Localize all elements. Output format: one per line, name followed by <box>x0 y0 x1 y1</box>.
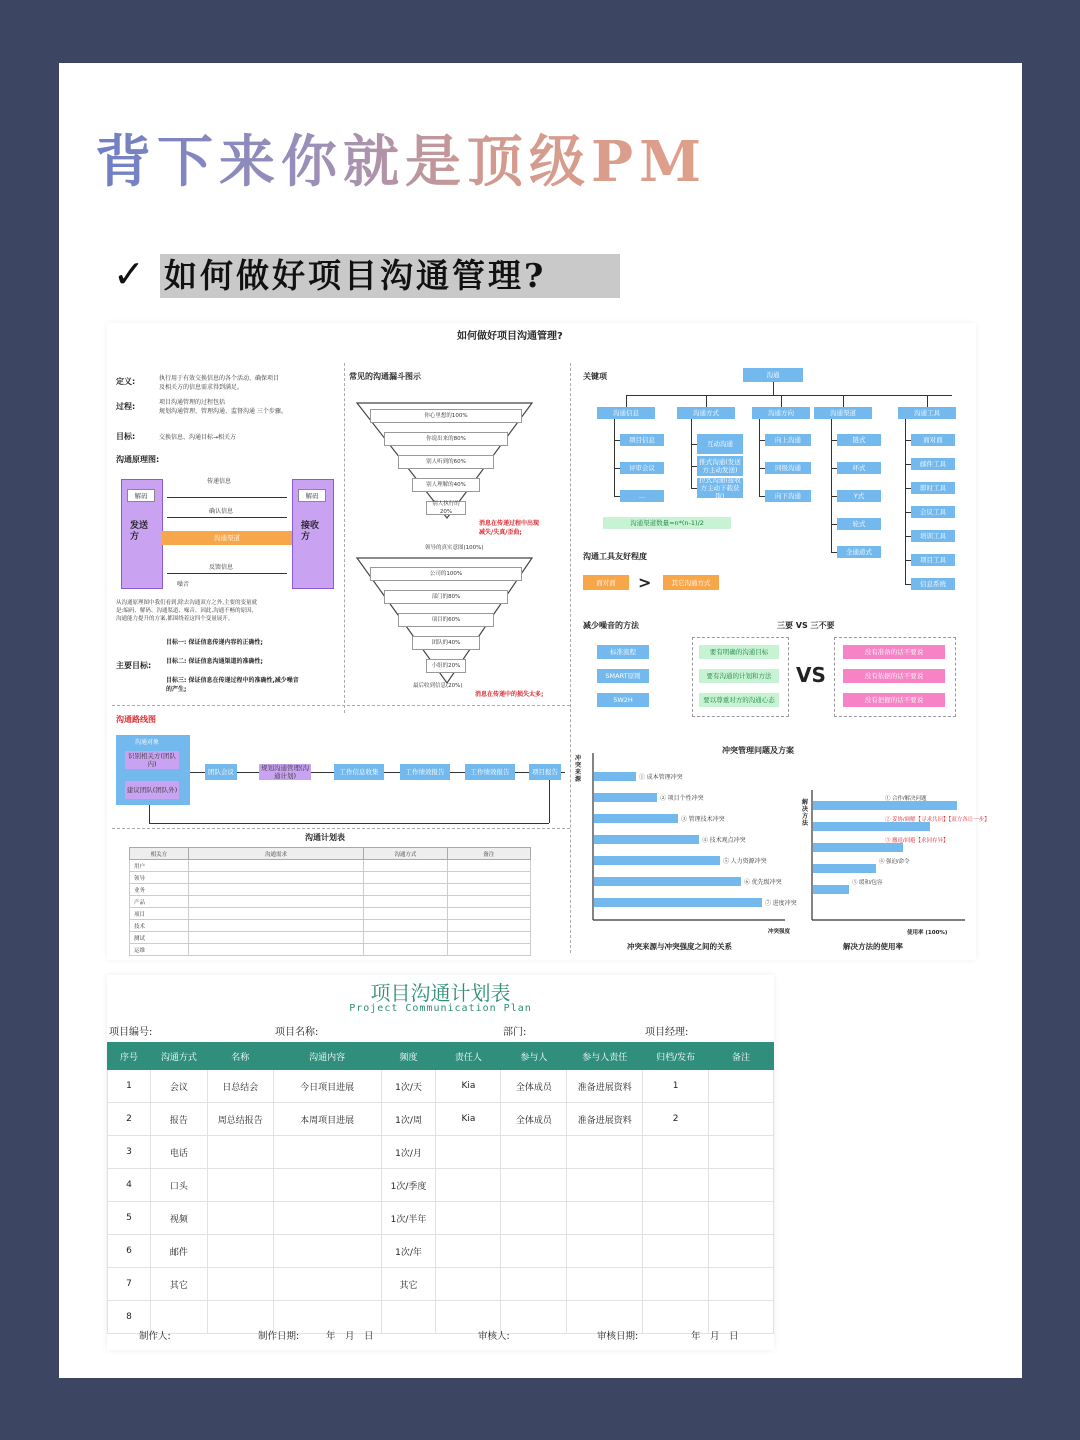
mini-plan-cell <box>364 872 447 884</box>
key-connector <box>626 395 627 407</box>
funnel-note-top: 消息在传递过程中出现 <box>479 520 540 527</box>
table-cell: 准备进展资料 <box>567 1070 643 1103</box>
mini-plan-header: 备注 <box>447 848 530 860</box>
info-item: ... <box>620 490 664 502</box>
mini-plan-cell <box>188 884 363 896</box>
table-cell: 口头 <box>150 1169 207 1202</box>
channel-item: 链式 <box>837 434 881 446</box>
main-goal-3b: 的产生; <box>166 686 187 693</box>
table-cell <box>501 1268 567 1301</box>
table-cell <box>709 1103 774 1136</box>
table-row <box>108 1202 774 1235</box>
conflict-sub2: 解决方法的使用率 <box>843 942 903 951</box>
table-cell: 会议 <box>150 1070 207 1103</box>
question-text: 如何做好项目沟通管理? <box>164 256 547 295</box>
mini-plan-row <box>130 896 531 908</box>
mini-plan-header: 沟通方式 <box>364 848 447 860</box>
route-step: 团队会议 <box>205 764 237 780</box>
plan-label: 沟通计划表 <box>305 833 345 842</box>
table-cell <box>207 1268 273 1301</box>
table-cell: 视频 <box>150 1202 207 1235</box>
table-cell: 其它 <box>381 1268 436 1301</box>
table-cell <box>709 1169 774 1202</box>
table-cell <box>709 1136 774 1169</box>
table-cell <box>501 1169 567 1202</box>
confirm-label: 确认信息 <box>209 508 234 515</box>
solution-bar-label: ⑤ 缓和/包容 <box>852 880 883 886</box>
conflict-bar-label: ⑦ 进度冲突 <box>765 901 797 907</box>
table-cell <box>436 1268 501 1301</box>
channel-item: Y式 <box>837 490 881 502</box>
goal-text: 交换信息、沟通目标→相关方 <box>159 434 237 441</box>
key-category: 沟通信息 <box>597 407 655 419</box>
table-cell <box>436 1136 501 1169</box>
noise-item: 5W2H <box>597 693 649 707</box>
table-cell <box>709 1202 774 1235</box>
model-desc-2: 是:编码、解码、沟通渠道、噪音。因此,沟通不畅的原因, <box>116 608 254 614</box>
key-label: 关键项 <box>583 372 607 381</box>
feedback-label: 反馈信息 <box>209 564 234 571</box>
meta-project-no: 项目编号: <box>109 1027 153 1038</box>
table-row <box>108 1268 774 1301</box>
table-row <box>108 1301 774 1334</box>
plan-column-header: 序号 <box>108 1043 151 1070</box>
table-cell <box>436 1235 501 1268</box>
table-cell <box>273 1169 381 1202</box>
sender-label: 发送方 <box>130 521 149 542</box>
conflict-bar-label: ① 成本管理冲突 <box>639 775 683 781</box>
mini-plan-cell <box>364 944 447 956</box>
table-cell <box>643 1235 709 1268</box>
funnel-label: 常见的沟通漏斗图示 <box>349 372 421 381</box>
dont-item: 没有把握的话不要说 <box>843 693 945 707</box>
table-row <box>108 1169 774 1202</box>
table-cell: 今日项目进展 <box>273 1070 381 1103</box>
meta-dept: 部门: <box>503 1027 527 1038</box>
mini-plan-cell <box>364 932 447 944</box>
def-text-1: 执行用于有效交换信息的各个活动、确保项目 <box>159 375 280 382</box>
mini-plan-row <box>130 932 531 944</box>
table-cell <box>273 1235 381 1268</box>
plan-column-header: 备注 <box>709 1043 774 1070</box>
direction-item: 向上沟通 <box>765 434 811 446</box>
main-goal-3: 目标三: 保证信息在传递过程中的准确性,减少噪音 <box>166 677 299 684</box>
route-step: 规划沟通管理(沟通计划) <box>260 764 310 780</box>
mini-plan-cell: 用户 <box>130 860 189 872</box>
mini-plan-cell <box>364 896 447 908</box>
headline: 背下来你就是顶级PM <box>95 118 707 198</box>
solution-bar-label: ① 合作/解决问题 <box>885 796 927 802</box>
footer-ymd-2: 年 月 日 <box>691 1331 739 1342</box>
solution-bar <box>813 843 903 852</box>
route-step: 工作绩效报告 <box>465 764 515 780</box>
method-item: 互动沟通 <box>697 434 743 454</box>
def-text-2: 及相关方的信息需求得到满足。 <box>159 384 244 391</box>
noise-label: 噪音 <box>177 581 190 588</box>
noise-item: 标准流程 <box>597 645 649 659</box>
route-step: 工作绩效报告 <box>400 764 450 780</box>
table-cell: 8 <box>108 1301 151 1334</box>
mini-plan-cell <box>188 896 363 908</box>
table-cell <box>273 1202 381 1235</box>
table-cell: 周总结报告 <box>207 1103 273 1136</box>
table-cell: 5 <box>108 1202 151 1235</box>
mini-plan-cell <box>364 908 447 920</box>
model-label: 沟通原理图: <box>116 455 160 464</box>
mini-plan-cell: 产品 <box>130 896 189 908</box>
route-step: 工作信息收集 <box>334 764 384 780</box>
table-cell <box>381 1301 436 1334</box>
mini-plan-cell <box>188 872 363 884</box>
conflict-bar-label: ② 项目个性冲突 <box>660 796 704 802</box>
table-cell <box>567 1268 643 1301</box>
mini-plan-row <box>130 860 531 872</box>
noise-item: SMART原则 <box>597 669 649 683</box>
funnel-bottom-layer: 公司的100% <box>370 567 522 581</box>
table-cell <box>207 1202 273 1235</box>
table-cell: 2 <box>108 1103 151 1136</box>
mini-plan-cell <box>447 872 530 884</box>
infographic-title: 如何做好项目沟通管理? <box>457 331 563 342</box>
mini-plan-cell <box>188 860 363 872</box>
funnel-bottom-layer: 部门的80% <box>384 590 508 604</box>
table-cell: 其它 <box>150 1268 207 1301</box>
table-cell <box>436 1202 501 1235</box>
mini-plan-header: 相关方 <box>130 848 189 860</box>
funnel-top-layer: 别人理解的40% <box>412 478 480 492</box>
table-cell: Kia <box>436 1103 501 1136</box>
mini-plan-cell <box>447 908 530 920</box>
table-cell <box>501 1301 567 1334</box>
conflict-bar <box>594 772 636 781</box>
table-cell: 1次/周 <box>381 1103 436 1136</box>
key-category: 沟通方向 <box>752 407 810 419</box>
key-category: 沟通方式 <box>677 407 735 419</box>
plan-column-header: 名称 <box>207 1043 273 1070</box>
mini-plan-cell <box>188 944 363 956</box>
mini-plan-cell <box>188 920 363 932</box>
conflict-bar <box>594 835 699 844</box>
plan-table <box>107 1042 774 1334</box>
table-cell: 1次/月 <box>381 1136 436 1169</box>
direction-item: 同级沟通 <box>765 462 811 474</box>
key-branch-line <box>831 419 832 552</box>
mini-plan-cell <box>447 944 530 956</box>
table-cell <box>567 1202 643 1235</box>
mini-plan-cell: 技术 <box>130 920 189 932</box>
plan-subtitle: Project Communication Plan <box>349 1003 532 1014</box>
table-cell <box>643 1136 709 1169</box>
key-branch-line <box>691 419 692 488</box>
mini-plan-row <box>130 908 531 920</box>
table-cell: 邮件 <box>150 1235 207 1268</box>
key-branch-line <box>759 419 760 496</box>
main-goal-1: 目标一: 保证信息传递内容的正确性; <box>166 639 263 646</box>
funnel-bottom-layer: 小组的20% <box>426 659 466 673</box>
table-cell <box>501 1202 567 1235</box>
info-item: 评审会议 <box>620 462 664 474</box>
do-item: 要有沟通的计划和方法 <box>699 669 779 683</box>
conflict-xlab2: 使用率 (100%) <box>907 930 948 936</box>
table-cell <box>709 1235 774 1268</box>
solution-bar-label: ④ 强迫/命令 <box>879 859 910 865</box>
table-row <box>108 1136 774 1169</box>
conflict-bar <box>594 877 741 886</box>
table-cell <box>709 1070 774 1103</box>
tool-item: 培训工具 <box>911 530 955 542</box>
key-branch-line <box>614 419 615 496</box>
tool-item: 面对面 <box>911 434 955 446</box>
funnel-bottom-layer: 团队的40% <box>412 636 480 650</box>
dont-item: 没有准备的话不要说 <box>843 645 945 659</box>
funnel-note-bottom: 消息在传递中的损失太多; <box>475 691 544 698</box>
table-cell <box>273 1268 381 1301</box>
table-cell: 6 <box>108 1235 151 1268</box>
mini-plan-cell <box>447 860 530 872</box>
goal-label: 目标: <box>116 432 136 441</box>
model-desc-3: 沟通能力提升的方案,都围绕着这四个变量展开。 <box>116 616 234 622</box>
table-cell: 电话 <box>150 1136 207 1169</box>
table-cell <box>643 1268 709 1301</box>
funnel-bottom-tail: 最后收到信息(20%) <box>413 683 463 689</box>
route-stake-2: 建议团队(团队外) <box>125 781 179 799</box>
solution-bar <box>813 801 957 810</box>
table-cell <box>501 1235 567 1268</box>
table-cell: 1 <box>108 1070 151 1103</box>
mini-plan-row <box>130 884 531 896</box>
vs-label: VS <box>796 663 826 687</box>
mini-plan-head <box>130 848 531 860</box>
meta-manager: 项目经理: <box>645 1027 689 1038</box>
mini-plan-cell <box>447 896 530 908</box>
conflict-bar-label: ④ 技术观点冲突 <box>702 838 746 844</box>
meta-project-name: 项目名称: <box>275 1027 319 1038</box>
mini-plan-cell <box>364 920 447 932</box>
solution-bar-label: ③ 撤退/回避【求同存异】 <box>885 838 949 844</box>
channel-formula: 沟通渠道数量=n*(n-1)/2 <box>603 517 731 529</box>
channel-box: 沟通渠道 <box>162 531 292 545</box>
main-goal-label: 主要目标: <box>116 661 152 670</box>
tool-other: 其它沟通方式 <box>663 575 719 590</box>
mini-plan-cell: 领导 <box>130 872 189 884</box>
tool-face-to-face: 面对面 <box>583 575 629 590</box>
funnel-bottom-head: 领导的真实意图(100%) <box>425 545 484 551</box>
mini-plan-cell <box>447 920 530 932</box>
mini-plan-cell <box>364 884 447 896</box>
send-info-label: 传递信息 <box>207 478 232 485</box>
conflict-bar <box>594 856 720 865</box>
footer-review-date: 审核日期: <box>597 1331 639 1342</box>
key-connector <box>781 395 782 407</box>
conflict-label: 冲突管理问题及方案 <box>722 746 794 755</box>
mini-plan-cell <box>188 932 363 944</box>
table-cell <box>501 1136 567 1169</box>
mini-plan-cell <box>188 908 363 920</box>
footer-reviewer: 审核人: <box>478 1331 510 1342</box>
key-connector <box>843 395 844 407</box>
conflict-bar <box>594 898 762 907</box>
plan-column-header: 责任人 <box>436 1043 501 1070</box>
do-item: 要以尊重对方的沟通心态 <box>699 693 779 707</box>
dont-item: 没有依据的话不要说 <box>843 669 945 683</box>
table-row <box>108 1235 774 1268</box>
mini-plan-cell: 运维 <box>130 944 189 956</box>
table-cell: 1次/季度 <box>381 1169 436 1202</box>
main-goal-2: 目标二: 保证信息沟通渠道的准确性; <box>166 658 263 665</box>
info-item: 项目信息 <box>620 434 664 446</box>
table-cell: 3 <box>108 1136 151 1169</box>
mini-plan-cell <box>364 860 447 872</box>
route-stake-1: 识别相关方(团队内) <box>125 751 179 769</box>
tool-item: 项目工具 <box>911 554 955 566</box>
plan-title: 项目沟通计划表 <box>370 981 511 1005</box>
process-text-2: 规划沟通管理、管理沟通、监督沟通 三个步骤。 <box>159 408 287 415</box>
table-row <box>108 1103 774 1136</box>
table-cell: 日总结会 <box>207 1070 273 1103</box>
table-cell: 4 <box>108 1169 151 1202</box>
table-cell: 报告 <box>150 1103 207 1136</box>
conflict-sub1: 冲突来源与冲突强度之间的关系 <box>627 942 732 951</box>
model-desc-1: 从沟通原理图中我们看到,除去沟通双方之外,主要的变量就 <box>116 600 257 606</box>
table-cell: 1 <box>643 1070 709 1103</box>
solution-bar <box>813 822 930 831</box>
table-cell <box>207 1235 273 1268</box>
route-label: 沟通路线图 <box>116 715 156 724</box>
table-cell: 全体成员 <box>501 1103 567 1136</box>
plan-column-header: 参与人 <box>501 1043 567 1070</box>
direction-item: 向下沟通 <box>765 490 811 502</box>
key-connector <box>706 395 707 407</box>
funnel-top-layer: 别人听到的60% <box>398 455 494 469</box>
noise-reduce-label: 减少噪音的方法 <box>583 621 639 630</box>
footer-make-date: 制作日期: <box>258 1331 300 1342</box>
table-cell <box>273 1136 381 1169</box>
funnel-top-layer: 别人执行的20% <box>426 501 466 515</box>
do-item: 要有明确的沟通目标 <box>699 645 779 659</box>
key-category: 沟通渠道 <box>814 407 872 419</box>
solution-bar <box>813 864 876 873</box>
funnel-top-layer: 你说出来的80% <box>384 432 508 446</box>
table-cell: 7 <box>108 1268 151 1301</box>
table-cell: 1次/年 <box>381 1235 436 1268</box>
conflict-bar-label: ⑥ 优先级冲突 <box>744 880 782 886</box>
table-cell <box>567 1169 643 1202</box>
tool-item: 会议工具 <box>911 506 955 518</box>
plan-column-header: 沟通内容 <box>273 1043 381 1070</box>
three-label: 三要 VS 三不要 <box>777 621 835 630</box>
encode-box: 解码 <box>127 489 155 502</box>
tool-item: 邮件工具 <box>911 458 955 470</box>
conflict-bar-label: ③ 管理技术冲突 <box>681 817 725 823</box>
mini-plan-header: 沟通需求 <box>188 848 363 860</box>
funnel-note-top-2: 减失/失真/歪曲; <box>479 529 522 536</box>
channel-item: 环式 <box>837 462 881 474</box>
footer-maker: 制作人: <box>139 1331 171 1342</box>
decode-box: 解码 <box>298 489 326 502</box>
receiver-label: 接收方 <box>301 521 320 542</box>
table-cell <box>643 1202 709 1235</box>
conflict-ylab2: 解决方法 <box>802 799 809 827</box>
table-cell <box>567 1235 643 1268</box>
plan-sheet <box>107 975 774 1350</box>
process-label: 过程: <box>116 402 136 411</box>
def-label: 定义: <box>116 377 136 386</box>
mini-plan-cell <box>447 932 530 944</box>
table-cell <box>207 1136 273 1169</box>
tool-friendly-label: 沟通工具友好程度 <box>583 552 647 561</box>
solution-bar <box>813 885 849 894</box>
solution-bar-label: ② 妥协/调解【寻求共识】【双方各让一步】 <box>885 817 990 823</box>
table-cell <box>709 1268 774 1301</box>
conflict-bar <box>594 793 657 802</box>
funnel-top-layer: 你心里想的100% <box>370 409 522 423</box>
footer-ymd-1: 年 月 日 <box>326 1331 374 1342</box>
route-step: 项目报告 <box>529 764 561 780</box>
check-icon: ✓ <box>113 252 145 296</box>
mini-plan-cell: 测试 <box>130 932 189 944</box>
mini-plan-row <box>130 944 531 956</box>
plan-column-header: 参与人责任 <box>567 1043 643 1070</box>
table-cell: 2 <box>643 1103 709 1136</box>
route-stake-label: 沟通对象 <box>135 739 160 746</box>
mini-plan-cell: 项目 <box>130 908 189 920</box>
key-category: 沟通工具 <box>898 407 956 419</box>
conflict-bar <box>594 814 678 823</box>
table-cell <box>567 1136 643 1169</box>
method-item: 推式沟通(发送方主动发送) <box>697 456 743 476</box>
channel-item: 轮式 <box>837 518 881 530</box>
table-cell: Kia <box>436 1070 501 1103</box>
table-cell: 准备进展资料 <box>567 1103 643 1136</box>
conflict-ylab: 冲突来源 <box>575 755 582 783</box>
table-cell: 1次/半年 <box>381 1202 436 1235</box>
mini-plan-cell <box>447 884 530 896</box>
table-row <box>108 1070 774 1103</box>
table-cell: 1次/天 <box>381 1070 436 1103</box>
method-item: 拉式沟通(接收方主动下载获取) <box>697 478 743 498</box>
mini-plan-row <box>130 872 531 884</box>
mini-plan-cell: 业务 <box>130 884 189 896</box>
funnel-bottom-layer: 项目的60% <box>398 613 494 627</box>
table-cell: 本周项目进展 <box>273 1103 381 1136</box>
tool-item: 信息系统 <box>911 578 955 590</box>
mini-plan-grid <box>129 847 531 956</box>
plan-column-header: 频度 <box>381 1043 436 1070</box>
plan-column-header: 归档/发布 <box>643 1043 709 1070</box>
plan-column-header: 沟通方式 <box>150 1043 207 1070</box>
table-cell: 全体成员 <box>501 1070 567 1103</box>
table-cell <box>207 1169 273 1202</box>
infographic: 如何做好项目沟通管理? 定义: 执行用于有效交换信息的各个活动、确保项目 及相关方的信息需求得到满足。 过程: 项目沟通管理的过程包括 规划沟通管理、管理沟通、监督沟通 三个步骤。 目标: 交换信息、沟通目标→相关方 沟通原理图: 发送方 接收方 解码 解码 传递信息 确认信息 沟通渠道 反馈信息 噪音 从沟通原理图中我们看到,除去沟通双方之外,主要的变量就 是:编码、解码、沟通渠道、噪音。因此,沟通不畅的原因, 沟通能力提升的方案,都围绕着这四个变量展开。 主要目标: 目标一: 保证信息传递内容的正确性; 目标二: 保证信息沟通渠道的准确性; 目标三: 保证信息在传递过程中的准确性,减少噪音 的产生; 常见的沟通漏斗图示 消息在传递过程中出现 减失/失真/歪曲; 领导的真实意图(100%) 最后收到信息(20%) 消息在传递中的损失太多; 关键项 沟通 沟通渠道数量=n*(n-1)/2 沟通工具友好程度 面对面 > 其它沟通方式 减少噪音的方法 三要 VS 三不要 VS 沟通路线图 沟通对象 识别相关方(团队内) 建议团队(团队外) 沟通计划表 冲突管理问题及方案 冲突来源 解决方法 ① 成本管理冲突 ② 项目个性冲突 ③ 管理技术冲突 ④ 技术观点冲突 ⑤ 人力资源冲突 ⑥ 优先级冲突 ⑦ 进度冲突 ① 合作/解决问题 ② 妥协/调解【寻求共识】【双方各让一步】 ③ 撤退/回避【求同存异】 ④ 强迫/命令 ⑤ 缓和/包容 冲突强度 使用率 (100%) 冲突来源与冲突强度之间的关系 解决方法的使用率 你心里想的100% 你说出来的80% 别人听到的60% 别人理解的40% 别人执行的20% 公司的100% 部门的80% 项目的60% 团队的40% 小组的20% 沟通信息 沟通方式 沟通方向 沟通渠道 沟通工具 项目信息 评审会议 ... 互动沟通 推式沟通(发送方主动发送) 拉式沟通(接收方主动下载获取) 向上沟通 同级沟通 向下沟通 链式 环式 Y式 轮式 全通道式 面对面 邮件工具 即时工具 会议工具 培训工具 项目工具 信息系统 标准流程 SMART原则 5W2H 要有明确的沟通目标 要有沟通的计划和方法 要以尊重对方的沟通心态 没有准备的话不要说 没有依据的话不要说 没有把握的话不要说 团队会议 规划沟通管理(沟通计划) 工作信息收集 工作绩效报告 工作绩效报告 项目报告 相关方 沟通需求 沟通方式 备注 用户 领导 业务 产品 项目 技术 测试 运维 <box>107 323 976 960</box>
key-connector <box>927 395 928 407</box>
table-cell <box>643 1169 709 1202</box>
tool-item: 即时工具 <box>911 482 955 494</box>
table-cell <box>436 1169 501 1202</box>
conflict-xlab: 冲突强度 <box>768 929 791 935</box>
channel-item: 全通道式 <box>837 546 881 558</box>
conflict-bar-label: ⑤ 人力资源冲突 <box>723 859 767 865</box>
key-root: 沟通 <box>743 368 803 382</box>
process-text-1: 项目沟通管理的过程包括 <box>159 399 226 406</box>
mini-plan-row <box>130 920 531 932</box>
